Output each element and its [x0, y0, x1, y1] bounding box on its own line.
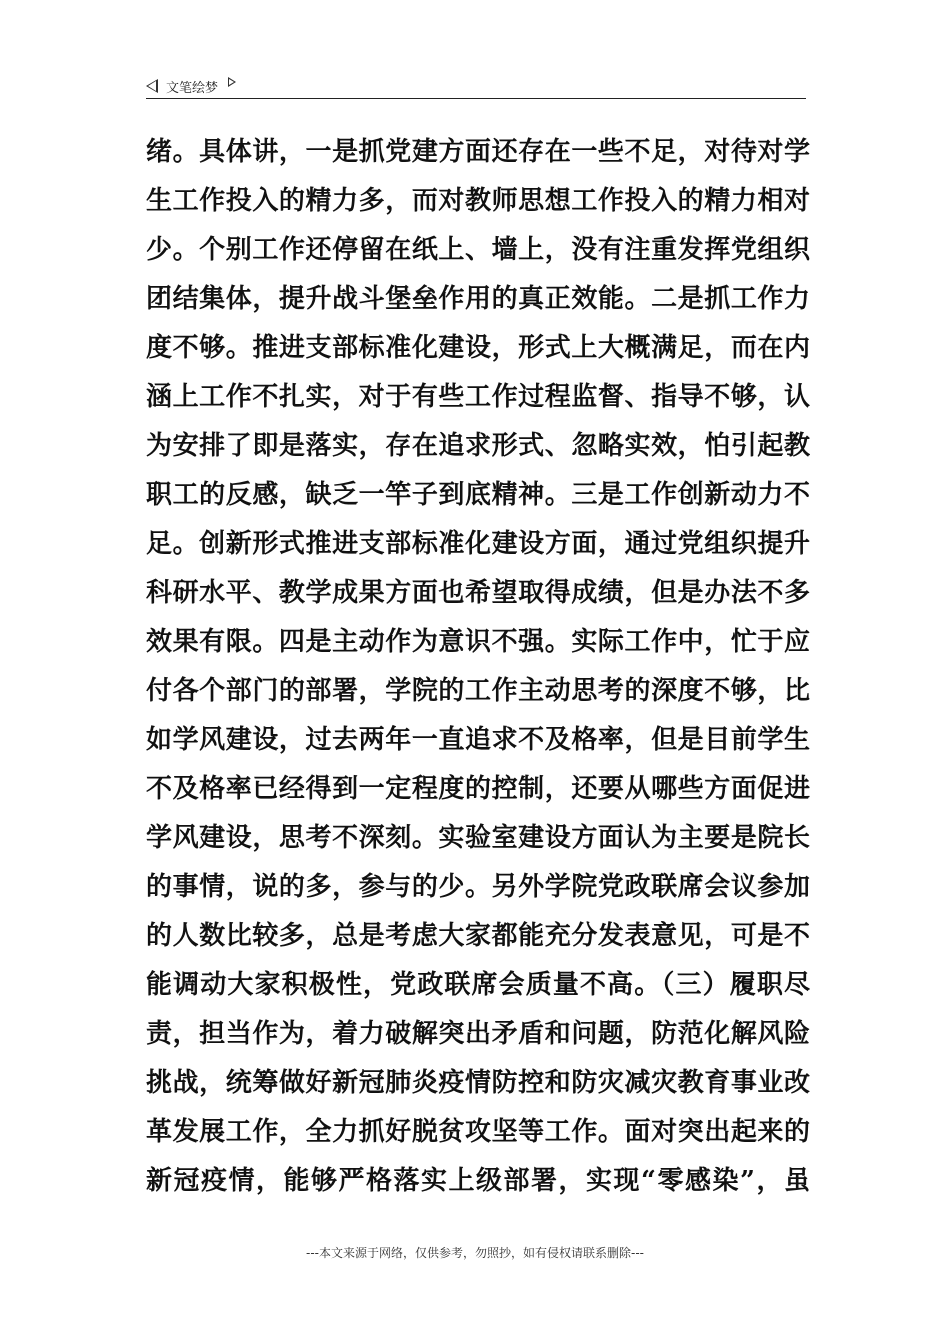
triangle-left-icon [146, 79, 158, 93]
body-line: 少。个别工作还停留在纸上、墙上，没有注重发挥党组织 [146, 235, 810, 265]
body-line: 责，担当作为，着力破解突出矛盾和问题，防范化解风险 [146, 1019, 810, 1049]
body-line: 效果有限。四是主动作为意识不强。实际工作中，忙于应 [146, 627, 810, 657]
body-line: 职工的反感，缺乏一竿子到底精神。三是工作创新动力不 [146, 480, 810, 510]
body-line: 度不够。推进支部标准化建设，形式上大概满足，而在内 [146, 333, 810, 363]
body-line: 挑战，统筹做好新冠肺炎疫情防控和防灾减灾教育事业改 [146, 1068, 810, 1098]
body-line: 的人数比较多，总是考虑大家都能充分发表意见，可是不 [146, 921, 810, 951]
body-line: 新冠疫情，能够严格落实上级部署，实现“零感染”，虽 [146, 1166, 810, 1196]
body-line: 付各个部门的部署，学院的工作主动思考的深度不够，比 [146, 676, 810, 706]
body-line: 足。创新形式推进支部标准化建设方面，通过党组织提升 [146, 529, 810, 559]
body-line: 革发展工作，全力抓好脱贫攻坚等工作。面对突出起来的 [146, 1117, 810, 1147]
body-line: 的事情，说的多，参与的少。另外学院党政联席会议参加 [146, 872, 810, 902]
body-line: 不及格率已经得到一定程度的控制，还要从哪些方面促进 [146, 774, 810, 804]
body-line: 为安排了即是落实，存在追求形式、忽略实效，怕引起教 [146, 431, 810, 461]
header-divider [146, 98, 806, 99]
body-line: 团结集体，提升战斗堡垒作用的真正效能。二是抓工作力 [146, 284, 810, 314]
page-header [146, 74, 806, 98]
body-line: 科研水平、教学成果方面也希望取得成绩，但是办法不多 [146, 578, 810, 608]
body-text [146, 128, 810, 1206]
body-line: 如学风建设，过去两年一直追求不及格率，但是目前学生 [146, 725, 810, 755]
footer-disclaimer: ---本文来源于网络，仅供参考，勿照抄，如有侵权请联系删除--- [306, 1246, 644, 1260]
triangle-right-icon [228, 77, 236, 87]
body-line: 绪。具体讲，一是抓党建方面还存在一些不足，对待对学 [146, 137, 810, 167]
body-line: 生工作投入的精力多，而对教师思想工作投入的精力相对 [146, 186, 810, 216]
body-line: 涵上工作不扎实，对于有些工作过程监督、指导不够，认 [146, 382, 810, 412]
body-line: 能调动大家积极性，党政联席会质量不高。（三）履职尽 [146, 970, 810, 1000]
body-line: 学风建设，思考不深刻。实验室建设方面认为主要是院长 [146, 823, 810, 853]
header-brand: 文笔绘梦 [166, 80, 219, 96]
